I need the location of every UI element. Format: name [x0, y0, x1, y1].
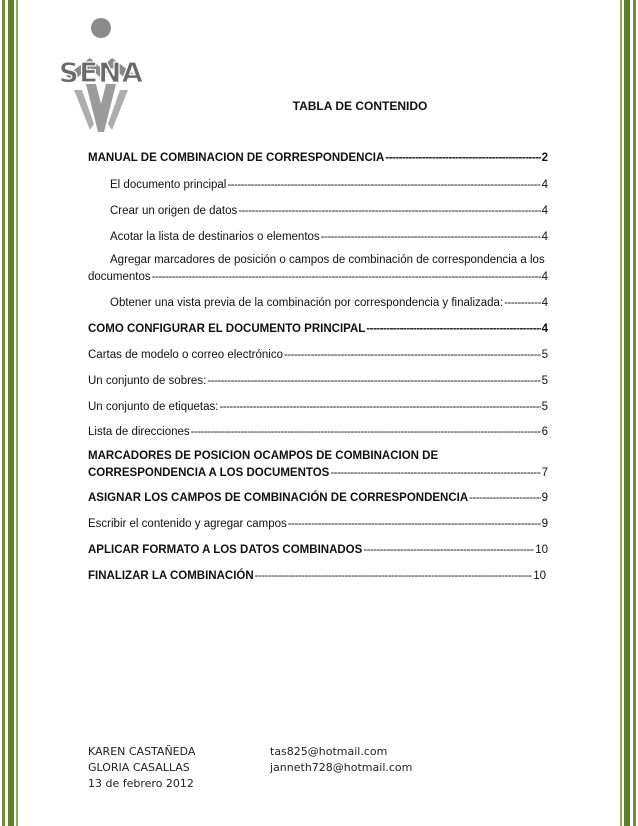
toc-entry-3[interactable]: Crear un origen de datos ----- 4	[88, 205, 548, 217]
logo-text: SENA	[58, 56, 144, 89]
author-name-1: KAREN CASTAÑEDA	[88, 745, 196, 758]
author-name-2: GLORIA CASALLAS	[88, 761, 190, 774]
footer	[88, 744, 413, 792]
page-border-right	[616, 0, 638, 826]
toc-entry-5[interactable]: documentos ----- 4	[88, 271, 548, 283]
author-email-2: janneth728@hotmail.com	[270, 761, 413, 774]
toc-entry-12[interactable]: CORRESPONDENCIA A LOS DOCUMENTOS ----- 7	[88, 467, 548, 479]
toc-entry-14[interactable]: Escribir el contenido y agregar campos ----- 9	[88, 518, 548, 530]
page-title: TABLA DE CONTENIDO	[292, 99, 428, 113]
toc-entry-10[interactable]: Un conjunto de etiquetas: ----- 5	[88, 401, 548, 413]
document-date: 13 de febrero 2012	[88, 777, 194, 790]
toc-entry-6[interactable]: Obtener una vista previa de la combinación por correspondencia y finalizada: ----- 4	[88, 297, 548, 309]
author-email-1: tas825@hotmail.com	[270, 745, 388, 758]
toc-entry-2[interactable]: El documento principal ----- 4	[88, 179, 548, 191]
toc-entry-16[interactable]: FINALIZAR LA COMBINACIÓN ----- 10	[88, 570, 546, 582]
toc-entry-15[interactable]: APLICAR FORMATO A LOS DATOS COMBINADOS ----- 10	[88, 544, 548, 556]
toc-entry-12-line1[interactable]: MARCADORES DE POSICION OCAMPOS DE COMBINACION DE	[88, 450, 439, 462]
page-border-left	[0, 0, 22, 826]
toc-entry-5-line1[interactable]: Agregar marcadores de posición o campos de combinación de correspondencia a los	[110, 254, 545, 266]
sena-logo	[56, 14, 146, 140]
toc-entry-13[interactable]: ASIGNAR LOS CAMPOS DE COMBINACIÓN DE CORRESPONDENCIA ----- 9	[88, 492, 548, 504]
toc-entry-9[interactable]: Un conjunto de sobres: ----- 5	[88, 375, 548, 387]
toc-entry-4[interactable]: Acotar la lista de destinarios o elementos ----- 4	[88, 231, 548, 243]
toc-entry-8[interactable]: Cartas de modelo o correo electrónico ----- 5	[88, 349, 548, 361]
toc-entry-7[interactable]: COMO CONFIGURAR EL DOCUMENTO PRINCIPAL ----- 4	[88, 323, 548, 335]
toc-entry-11[interactable]: Lista de direcciones ----- 6	[88, 426, 548, 438]
toc-entry-1[interactable]: MANUAL DE COMBINACION DE CORRESPONDENCIA ----- 2	[88, 152, 548, 164]
